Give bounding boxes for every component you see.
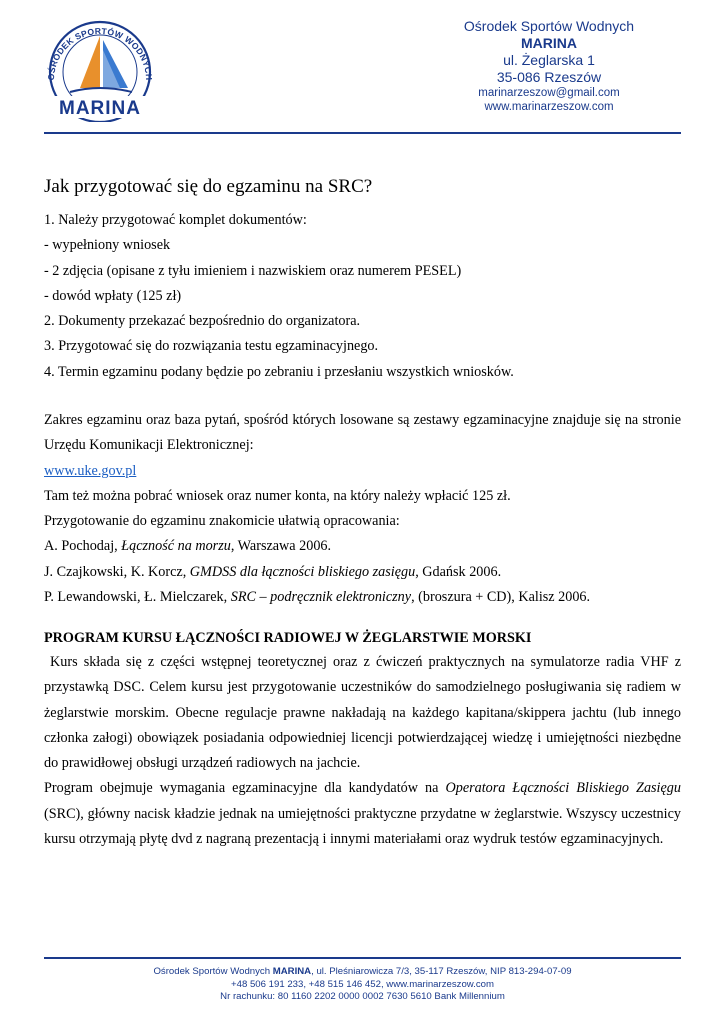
page-title: Jak przygotować się do egzaminu na SRC?: [44, 176, 373, 197]
header-org: Ośrodek Sportów Wodnych: [463, 18, 635, 34]
reference-item: A. Pochodaj, Łączność na morzu, Warszawa 2006.: [44, 538, 332, 555]
header-email[interactable]: marinarzeszow@gmail.com: [478, 87, 620, 99]
logo-name: MARINA: [59, 98, 141, 119]
header-contact: [419, 18, 679, 114]
footer-address: Ośrodek Sportów Wodnych MARINA, ul. Pleśniarowicza 7/3, 35-117 Rzeszów, NIP 813-294-07-09: [153, 966, 572, 977]
download-text: Tam też można pobrać wniosek oraz numer konta, na który należy wpłacić 125 zł.: [44, 487, 511, 504]
logo-arc-text: OŚRODEK SPORTÓW WODNYCH: [45, 25, 155, 81]
footer-divider: [44, 957, 681, 959]
reference-item: P. Lewandowski, Ł. Mielczarek, SRC – podręcznik elektroniczny, (broszura + CD), Kalisz 2006.: [44, 589, 591, 606]
uke-link[interactable]: www.uke.gov.pl: [44, 462, 137, 479]
footer-bank: Nr rachunku: 80 1160 2202 0000 0002 7630 5610 Bank Millennium: [220, 991, 505, 1002]
header-divider: [44, 132, 681, 134]
footer: [44, 966, 681, 1004]
footer-phones: +48 506 191 233, +48 515 146 452, www.marinarzeszow.com: [231, 978, 494, 990]
header-name: MARINA: [521, 35, 577, 51]
step-line: 1. Należy przygotować komplet dokumentów:: [44, 212, 307, 228]
header-website[interactable]: www.marinarzeszow.com: [484, 101, 614, 113]
step-line: - wypełniony wniosek: [44, 237, 171, 254]
prep-text: Przygotowanie do egzaminu znakomicie ułatwią opracowania:: [44, 513, 400, 530]
info-section: [44, 408, 681, 610]
program-section: [44, 628, 681, 648]
program-paragraph: Kurs składa się z części wstępnej teoretycznej oraz z ćwiczeń praktycznych na symulatorze radia VHF z przystawką DSC. Celem kursu jest przygotowanie uczestników do samodzielnego posługiwania się radiem w żeglarstwie morskim. Obecne regulacje prawne nakładają na każdego kapitana/skippera jachtu (lub innego członka załogi) obowiązek posiadania odpowiedniej licencji potwierdzającej wiedzę i umiejętności niezbędne do prawidłowej obsługi urządzeń radiowych na jachcie.: [44, 654, 681, 772]
program-heading: PROGRAM KURSU ŁĄCZNOŚCI RADIOWEJ W ŻEGLARSTWIE MORSKI: [44, 630, 532, 646]
program-paragraph: Program obejmuje wymagania egzaminacyjne dla kandydatów na Operatora Łączności Bliskiego Zasięgu (SRC), główny nacisk kładzie jednak na umiejętności praktyczne przydatne w żeglarstwie. Wszyscy uczestnicy kursu otrzymają płytę dvd z nagraną prezentacją i innymi materiałami oraz wydruk testów egzaminacyjnych.: [44, 780, 681, 848]
header-city: 35-086 Rzeszów: [496, 69, 602, 85]
step-line: 3. Przygotować się do rozwiązania testu egzaminacyjnego.: [44, 338, 379, 355]
step-line: - 2 zdjęcia (opisane z tyłu imieniem i nazwiskiem oraz numerem PESEL): [44, 262, 462, 279]
scope-text: Zakres egzaminu oraz baza pytań, spośród których losowane są zestawy egzaminacyjne znajduje się na stronie Urzędu Komunikacji Elektronicznej:: [44, 412, 681, 454]
sail-icon: [80, 36, 100, 88]
step-line: - dowód wpłaty (125 zł): [44, 287, 182, 304]
steps-list: [44, 208, 681, 385]
marina-logo: [40, 14, 160, 122]
step-line: 4. Termin egzaminu podany będzie po zebraniu i przesłaniu wszystkich wniosków.: [44, 363, 514, 380]
reference-item: J. Czajkowski, K. Korcz, GMDSS dla łączności bliskiego zasięgu, Gdańsk 2006.: [44, 563, 502, 580]
header-street: ul. Żeglarska 1: [503, 52, 595, 68]
program-body: [44, 650, 681, 852]
step-line: 2. Dokumenty przekazać bezpośrednio do organizatora.: [44, 313, 361, 330]
